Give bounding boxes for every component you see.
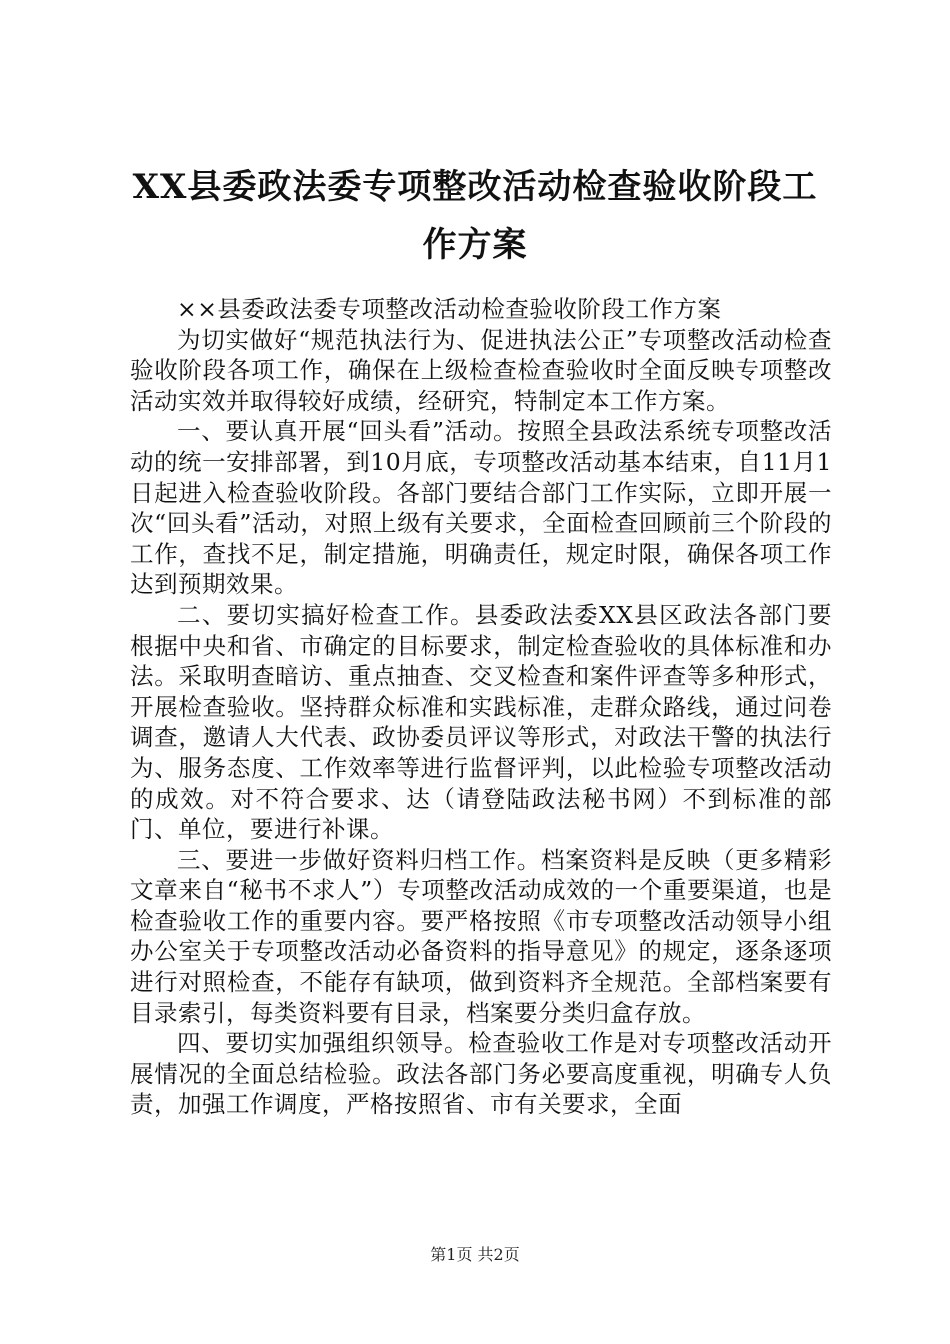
- document-subtitle: ××县委政法委专项整改活动检查验收阶段工作方案: [177, 295, 722, 323]
- paragraph-intro: 为切实做好“规范执法行为、促进执法公正”专项整改活动检查验收阶段各项工作，确保在上级检查检查验收时全面反映专项整改活动实效并取得较好成绩，经研究，特制定本工作方案。: [130, 325, 832, 415]
- page-number-footer: 第1页 共2页: [430, 1245, 520, 1264]
- document-body: [130, 294, 832, 1120]
- document-title: XX县委政法委专项整改活动检查验收阶段工作方案: [132, 167, 818, 265]
- paragraph-section-4: 四、要切实加强组织领导。检查验收工作是对专项整改活动开展情况的全面总结检验。政法各部门务必要高度重视，明确专人负责，加强工作调度，严格按照省、市有关要求，全面: [130, 1029, 832, 1119]
- paragraph-section-2: 二、要切实搞好检查工作。县委政法委XX县区政法各部门要根据中央和省、市确定的目标要求，制定检查验收的具体标准和办法。采取明查暗访、重点抽查、交叉检查和案件评查等多种形式，开展检查验收。坚持群众标准和实践标准，走群众路线，通过问卷调查，邀请人大代表、政协委员评议等形式，对政法干警的执法行为、服务态度、工作效率等进行监督评判，以此检验专项整改活动的成效。对不符合要求、达（请登陆政法秘书网）不到标准的部门、单位，要进行补课。: [130, 600, 832, 844]
- paragraph-section-3: 三、要进一步做好资料归档工作。档案资料是反映（更多精彩文章来自“秘书不求人”）专项整改活动成效的一个重要渠道，也是检查验收工作的重要内容。要严格按照《市专项整改活动领导小组办公室关于专项整改活动必备资料的指导意见》的规定，逐条逐项进行对照检查，不能存有缺项，做到资料齐全规范。全部档案要有目录索引，每类资料要有目录，档案要分类归盒存放。: [130, 845, 832, 1027]
- paragraph-section-1: 一、要认真开展“回头看”活动。按照全县政法系统专项整改活动的统一安排部署，到10月底，专项整改活动基本结束，自11月1日起进入检查验收阶段。各部门要结合部门工作实际，立即开展一次“回头看”活动，对照上级有关要求，全面检查回顾前三个阶段的工作，查找不足，制定措施，明确责任，规定时限，确保各项工作达到预期效果。: [130, 417, 832, 599]
